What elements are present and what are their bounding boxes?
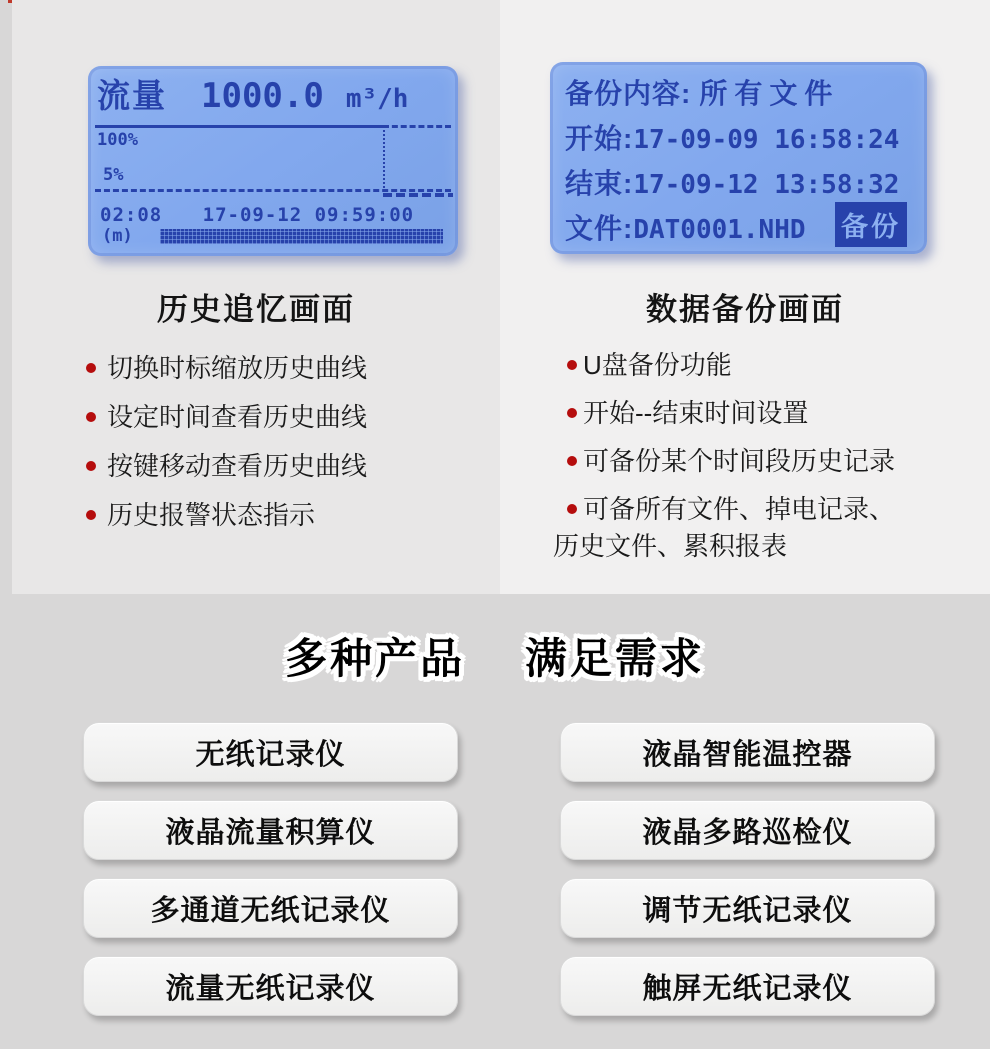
products-title: 多种产品 满足需求	[285, 635, 705, 682]
datetime: 17-09-12 09:59:00	[202, 204, 415, 226]
bullet-icon	[567, 360, 577, 370]
grid-line-bottom	[95, 189, 451, 192]
backup-start-row	[565, 116, 919, 161]
row-value: 17-09-09 16:58:24	[633, 125, 900, 155]
bullet-icon	[567, 504, 577, 514]
flow-value: 1000.0	[201, 76, 324, 116]
bullet-icon	[86, 510, 96, 520]
row-value: DAT0001.NHD	[633, 215, 806, 245]
feature-text: 设定时间查看历史曲线	[107, 402, 368, 432]
feature-text: 按键移动查看历史曲线	[107, 451, 368, 481]
trend-line-low	[383, 193, 453, 197]
backup-badge: 备份	[835, 202, 907, 247]
flow-label: 流量	[97, 77, 167, 114]
product-button-lcd-multichannel-scanner[interactable]: 液晶多路巡检仪	[560, 800, 935, 860]
history-feature-list	[84, 352, 367, 548]
feature-text: U盘备份功能	[583, 350, 732, 380]
y-axis-bottom-label: 5%	[103, 165, 124, 185]
history-caption: 历史追忆画面	[157, 292, 355, 327]
flow-unit: m³/h	[345, 84, 409, 114]
feature-item	[84, 450, 367, 482]
product-button-multichannel-paperless-recorder[interactable]: 多通道无纸记录仪	[83, 878, 458, 938]
scroll-progress-bar	[160, 229, 443, 244]
elapsed-time: 02:08	[100, 204, 163, 226]
product-button-regulating-paperless-recorder[interactable]: 调节无纸记录仪	[560, 878, 935, 938]
flow-title-row	[97, 70, 408, 117]
bullet-icon	[567, 456, 577, 466]
backup-end-row	[565, 161, 919, 206]
trend-step-line	[383, 125, 385, 192]
product-button-paperless-recorder[interactable]: 无纸记录仪	[83, 722, 458, 782]
bullet-icon	[86, 412, 96, 422]
y-axis-top-label: 100%	[97, 130, 138, 150]
feature-text: 历史报警状态指示	[107, 500, 316, 530]
feature-item	[540, 395, 912, 432]
row-label: 备份内容:	[565, 78, 692, 109]
feature-text: 可备份某个时间段历史记录	[583, 446, 896, 476]
bullet-icon	[567, 408, 577, 418]
product-button-touchscreen-paperless-recorder[interactable]: 触屏无纸记录仪	[560, 956, 935, 1016]
feature-item	[84, 401, 367, 433]
history-section	[12, 0, 500, 594]
flow-lcd-screen	[88, 66, 458, 256]
feature-item	[540, 347, 912, 384]
product-button-lcd-flow-totalizer[interactable]: 液晶流量积算仪	[83, 800, 458, 860]
x-axis-unit: (m)	[102, 226, 133, 246]
feature-text: 切换时标缩放历史曲线	[107, 353, 368, 383]
feature-item	[540, 443, 912, 480]
time-row	[100, 204, 414, 226]
backup-caption: 数据备份画面	[646, 292, 844, 327]
bullet-icon	[86, 363, 96, 373]
backup-lcd-screen	[550, 62, 927, 254]
row-value: 所有文件	[699, 78, 840, 109]
row-value: 17-09-12 13:58:32	[633, 170, 900, 200]
trend-line-high-dashed	[383, 125, 451, 128]
bottom-divider	[0, 1049, 990, 1057]
feature-item	[540, 491, 912, 565]
backup-content-row	[565, 71, 919, 116]
backup-feature-list	[540, 347, 912, 576]
feature-item	[84, 499, 367, 531]
row-label: 开始:	[565, 123, 634, 154]
row-label: 结束:	[565, 168, 634, 199]
bullet-icon	[86, 461, 96, 471]
trend-chart	[95, 125, 451, 192]
feature-text: 可备所有文件、掉电记录、历史文件、累积报表	[553, 494, 896, 561]
product-button-grid	[83, 722, 935, 1016]
feature-item	[84, 352, 367, 384]
product-button-lcd-temperature-controller[interactable]: 液晶智能温控器	[560, 722, 935, 782]
row-label: 文件:	[565, 213, 634, 244]
backup-section	[500, 0, 990, 594]
feature-text: 开始--结束时间设置	[583, 398, 809, 428]
product-button-flow-paperless-recorder[interactable]: 流量无纸记录仪	[83, 956, 458, 1016]
trend-line-high	[95, 125, 383, 128]
